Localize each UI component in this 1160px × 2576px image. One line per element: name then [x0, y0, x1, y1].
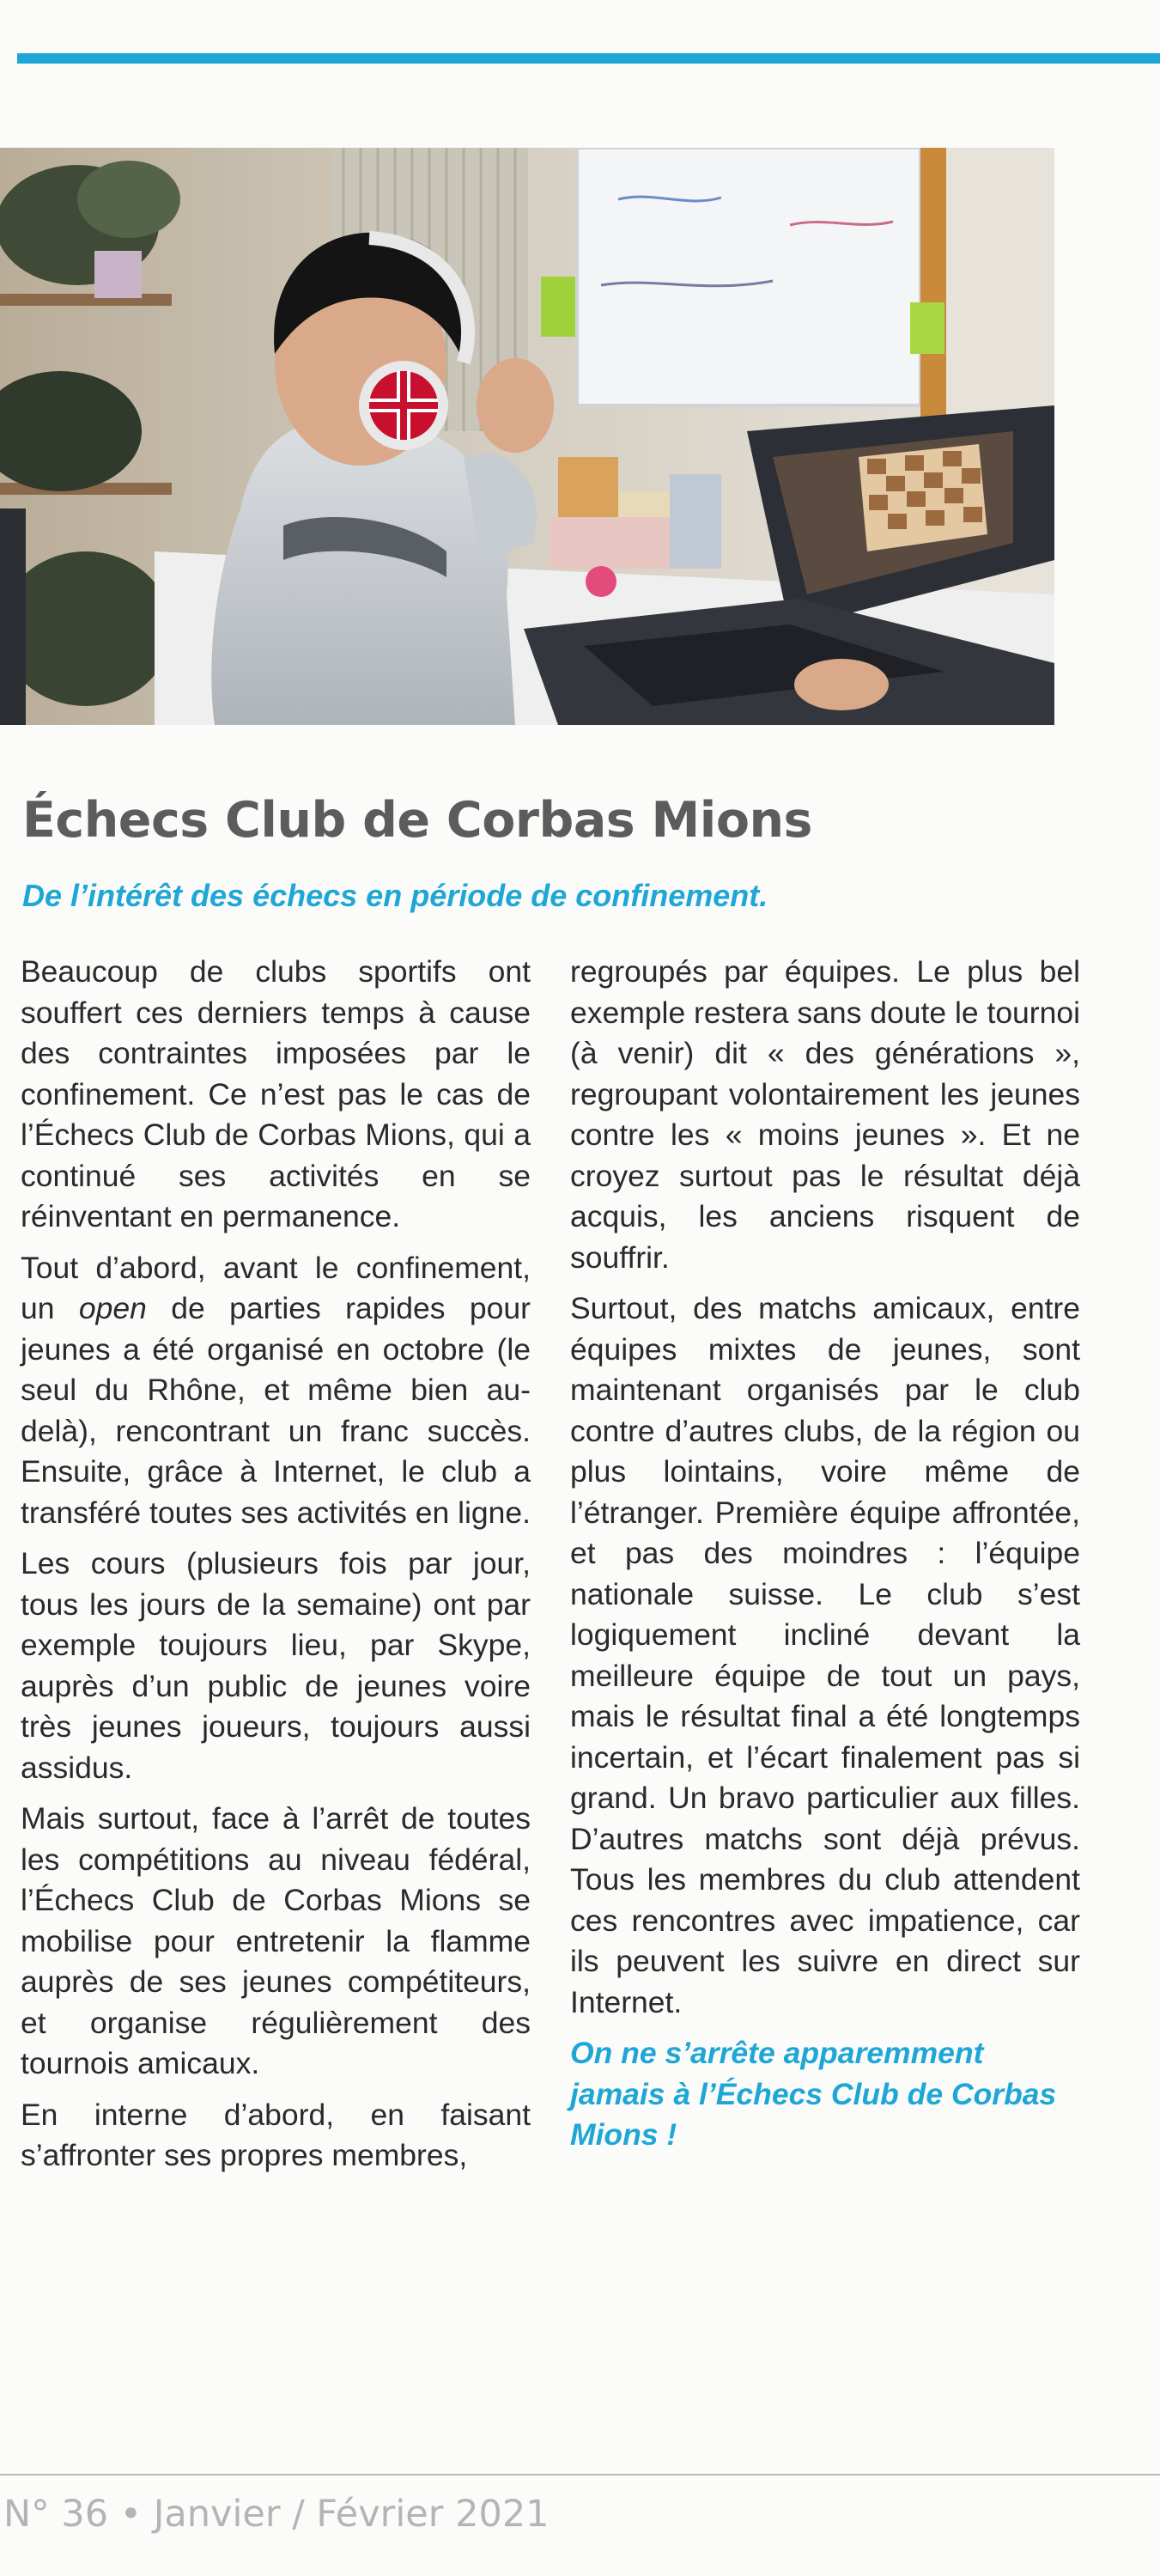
article-subtitle: De l’intérêt des échecs en période de confinement. [22, 878, 768, 913]
article-title: Échecs Club de Corbas Mions [22, 792, 812, 849]
paragraph [21, 1248, 531, 1534]
closing-statement: On ne s’arrête apparemment jamais à l’Échecs Club de Corbas Mions ! [570, 2036, 1057, 2152]
footer-rule [0, 2474, 1160, 2476]
paragraph: En interne d’abord, en faisant s’affronter ses propres membres, [21, 2097, 531, 2172]
top-accent-rule [17, 53, 1160, 64]
article-column-right [570, 952, 1080, 2166]
paragraph: Beaucoup de clubs sportifs ont souffert ces derniers temps à cause des contraintes imposées par le confinement. Ce n’est pas le cas de l’Échecs Club de Corbas Mions, qui a continué ses activités en se réinventant en permanence. [21, 954, 531, 1233]
paragraph: regroupés par équipes. Le plus bel exemple restera sans doute le tournoi (à venir) dit « des générations », regroupant volontairement les jeunes contre les « moins jeunes ». Et ne croyez surtout pas le résultat déjà acquis, les anciens risquent de souffrir. [570, 954, 1080, 1275]
paragraph-text: de parties rapides pour jeunes a été organisé en octobre (le seul du Rhône, et même bien au-delà), rencontrant un franc succès. Ensuite, grâce à Internet, le club a transféré toutes ses activités en ligne. [21, 1291, 531, 1530]
article-photo [0, 148, 1054, 725]
paragraph: Les cours (plusieurs fois par jour, tous les jours de la semaine) ont par exemple toujours lieu, par Skype, auprès d’un public de jeunes voire très jeunes joueurs, toujours aussi assidus. [21, 1546, 531, 1785]
issue-footer: N° 36 • Janvier / Février 2021 [3, 2493, 550, 2536]
paragraph: Mais surtout, face à l’arrêt de toutes les compétitions au niveau fédéral, l’Échecs Club de Corbas Mions se mobilise pour entretenir la flamme auprès de ses jeunes compétiteurs, et organise régulièrement des tournois amicaux. [21, 1801, 531, 2080]
paragraph-text: Tout d’abord, avant le confinement, un [21, 1250, 531, 1325]
article-column-left [21, 952, 531, 2187]
emphasis-open: open [78, 1291, 147, 1325]
paragraph: Surtout, des matchs amicaux, entre équipes mixtes de jeunes, sont maintenant organisés par le club contre d’autres clubs, de la région ou plus lointains, voire même de l’étranger. Première équipe affrontée, et pas des moindres : l’équipe nationale suisse. Le club s’est logiquement incliné devant la meilleure équipe de tout un pays, mais le résultat final a été longtemps incertain, et l’écart finalement pas si grand. Un bravo particulier aux filles. D’autres matchs sont déjà prévus. Tous les membres du club attendent ces rencontres avec impatience, car ils peuvent les suivre en direct sur Internet. [570, 1291, 1080, 2019]
